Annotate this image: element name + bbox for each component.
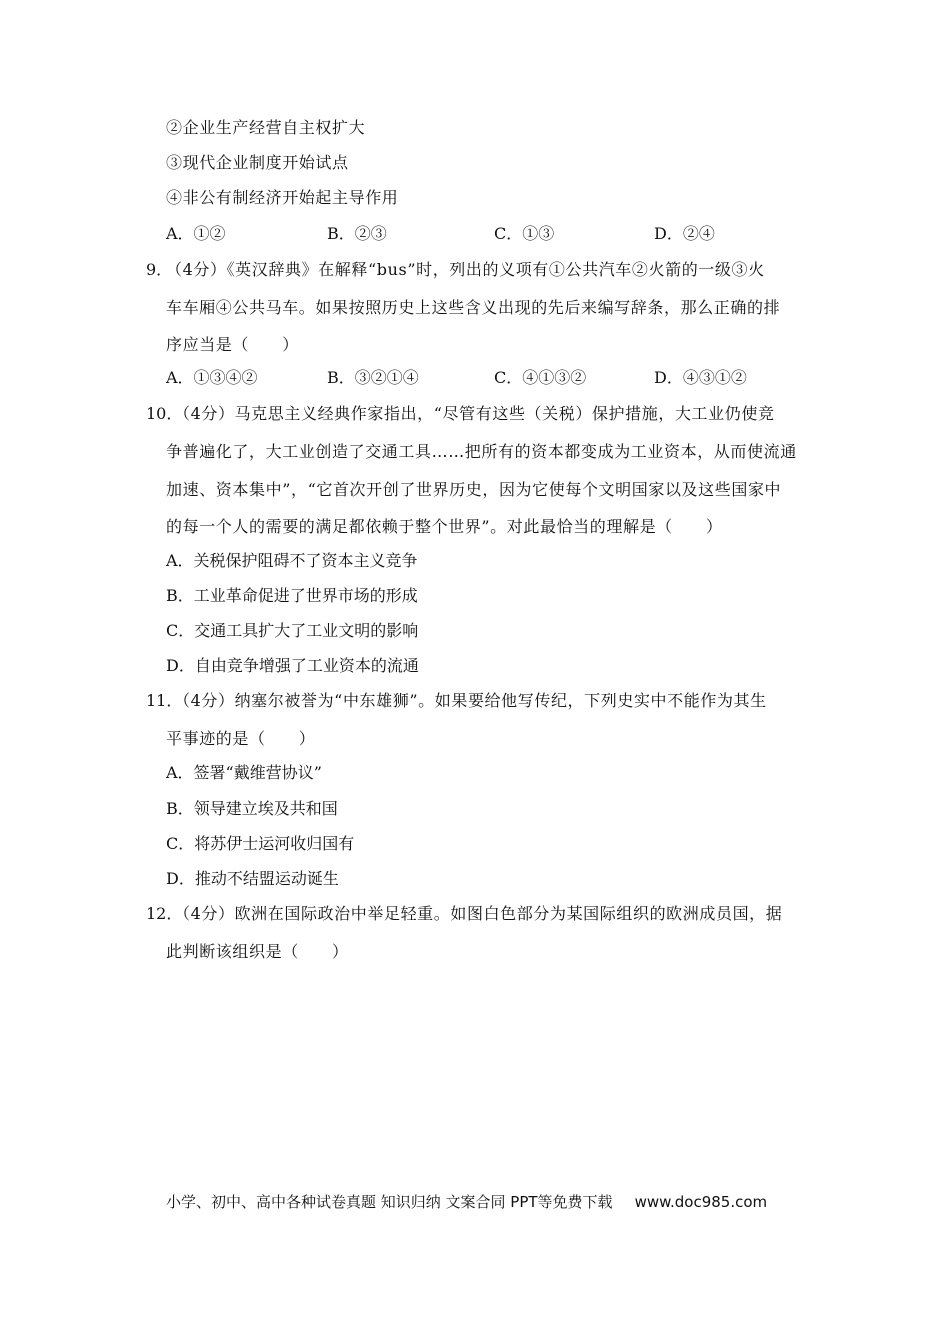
q8-option-a[interactable]: A．①② bbox=[166, 224, 226, 243]
q9-stem-line-2: 车车厢④公共马车。如果按照历史上这些含义出现的先后来编写辞条，那么正确的排 bbox=[166, 298, 781, 317]
q10-option-c[interactable]: C．交通工具扩大了工业文明的影响 bbox=[166, 621, 419, 640]
q8-statement-2: ②企业生产经营自主权扩大 bbox=[166, 118, 366, 137]
q11-option-d[interactable]: D．推动不结盟运动诞生 bbox=[166, 869, 339, 888]
footer-url[interactable]: www.doc985.com bbox=[634, 1193, 768, 1211]
q12-number: 12． bbox=[146, 904, 183, 923]
q12-stem-line-1: （4分）欧洲在国际政治中举足轻重。如图白色部分为某国际组织的欧洲成员国，据 bbox=[174, 904, 783, 923]
q10-option-d[interactable]: D．自由竞争增强了工业资本的流通 bbox=[166, 656, 419, 675]
q11-stem-line-2: 平事迹的是（ ） bbox=[166, 729, 316, 748]
q9-option-a[interactable]: A．①③④② bbox=[166, 368, 258, 387]
q10-stem-line-1: （4分）马克思主义经典作家指出，“尽管有这些（关税）保护措施，大工业仍使竞 bbox=[174, 404, 775, 423]
q9-stem-line-3: 序应当是（ ） bbox=[166, 335, 299, 354]
q10-stem-line-3: 加速、资本集中”，“它首次开创了世界历史，因为它使每个文明国家以及这些国家中 bbox=[166, 480, 782, 499]
q9-option-c[interactable]: C．④①③② bbox=[494, 368, 587, 387]
q8-option-c[interactable]: C．①③ bbox=[494, 224, 555, 243]
q10-option-b[interactable]: B．工业革命促进了世界市场的形成 bbox=[166, 586, 418, 605]
q11-option-b[interactable]: B．领导建立埃及共和国 bbox=[166, 799, 338, 818]
q8-option-b[interactable]: B．②③ bbox=[327, 224, 387, 243]
q11-stem-line-1: （4分）纳塞尔被誉为“中东雄狮”。如果要给他写传纪，下列史实中不能作为其生 bbox=[174, 691, 767, 710]
q9-option-b[interactable]: B．③②①④ bbox=[327, 368, 419, 387]
q10-option-a[interactable]: A．关税保护阻碍不了资本主义竞争 bbox=[166, 551, 418, 570]
q9-option-d[interactable]: D．④③①② bbox=[654, 368, 747, 387]
q10-stem-line-4: 的每一个人的需要的满足都依赖于整个世界”。对此最恰当的理解是（ ） bbox=[166, 517, 723, 536]
q11-number: 11． bbox=[146, 691, 183, 710]
q10-stem-line-2: 争普遍化了，大工业创造了交通工具……把所有的资本都变成为工业资本，从而使流通 bbox=[166, 442, 797, 461]
q8-option-d[interactable]: D．②④ bbox=[654, 224, 715, 243]
q11-option-a[interactable]: A．签署“戴维营协议” bbox=[166, 763, 322, 782]
q10-number: 10． bbox=[146, 404, 183, 423]
q11-option-c[interactable]: C．将苏伊士运河收归国有 bbox=[166, 834, 355, 853]
footer-text: 小学、初中、高中各种试卷真题 知识归纳 文案合同 PPT等免费下载 bbox=[166, 1193, 613, 1211]
q8-statement-4: ④非公有制经济开始起主导作用 bbox=[166, 188, 399, 207]
q12-stem-line-2: 此判断该组织是（ ） bbox=[166, 942, 349, 961]
page-footer bbox=[166, 1192, 767, 1212]
q9-number: 9． bbox=[146, 260, 173, 279]
q9-stem-line-1: （4分）《英汉辞典》在解释“bus”时，列出的义项有①公共汽车②火箭的一级③火 bbox=[166, 260, 765, 279]
q8-statement-3: ③现代企业制度开始试点 bbox=[166, 153, 349, 172]
